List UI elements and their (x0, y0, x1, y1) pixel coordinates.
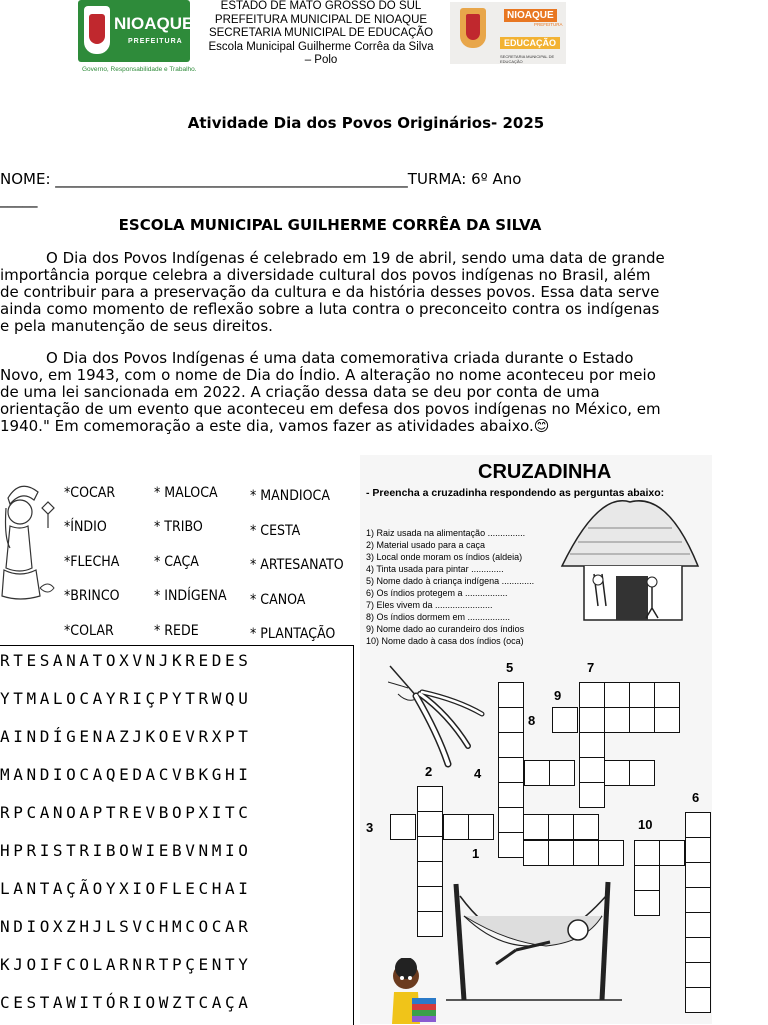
crossword-number: 1 (472, 846, 480, 861)
word-search-row: RPCANOAPTREVBOPXITC (0, 803, 252, 822)
crossword-cell[interactable] (443, 814, 469, 840)
crossword-cell[interactable] (498, 732, 524, 758)
crossword-cell[interactable] (548, 814, 574, 840)
crossword-cell[interactable] (629, 682, 655, 708)
word-list-item: * MANDIOCA (250, 488, 330, 504)
crossword-number: 6 (692, 790, 700, 805)
crossword-cell[interactable] (417, 786, 443, 812)
nioaque-prefeitura-logo (78, 0, 197, 78)
crossword-cell[interactable] (417, 811, 443, 837)
word-search-row: YTMALOCAYRIÇPYTRWQU (0, 689, 252, 708)
crossword-cell[interactable] (523, 840, 549, 866)
crossword-cell[interactable] (573, 814, 599, 840)
word-search-row: LANTAÇÃOYXIOFLECHAI (0, 879, 252, 898)
header-line: SECRETARIA MUNICIPAL DE EDUCAÇÃO (208, 27, 434, 39)
name-field[interactable]: _______________________________________________ (55, 170, 408, 188)
student-form-line (0, 170, 521, 188)
word-search-row: RTESANATOXVNJKREDES (0, 651, 252, 670)
hammock-illustration (446, 876, 622, 1004)
nioaque-educacao-logo (450, 2, 566, 64)
crossword-cell[interactable] (604, 682, 630, 708)
crossword-cell[interactable] (573, 840, 599, 866)
word-list-item: * CAÇA (154, 554, 199, 570)
crossword-clue: 4) Tinta usada para pintar ............. (366, 564, 504, 574)
crossword-instruction: - Preencha a cruzadinha respondendo as perguntas abaixo: (366, 487, 665, 499)
header-line: PREFEITURA MUNICIPAL DE NIOAQUE (214, 13, 428, 26)
crossword-number: 9 (554, 688, 562, 703)
crossword-cell[interactable] (524, 760, 550, 786)
word-search-row: NDIOXZHJLSVCHMCOCAR (0, 917, 252, 936)
crossword-cell[interactable] (629, 760, 655, 786)
crossword-cell[interactable] (579, 782, 605, 808)
crossword-cell[interactable] (604, 707, 630, 733)
crossword-clue: 8) Os índios dormem em ................. (366, 612, 511, 622)
turma-blank[interactable]: _____ (0, 190, 38, 208)
crossword-cell[interactable] (685, 987, 711, 1013)
crossword-cell[interactable] (548, 840, 574, 866)
crossword-cell[interactable] (685, 962, 711, 988)
word-search-row: AINDÍGENAZJKOEVRXPT (0, 727, 252, 746)
crossword-clue: 1) Raiz usada na alimentação ............... (366, 528, 526, 538)
crossword-cell[interactable] (552, 707, 578, 733)
boy-with-books-illustration (388, 958, 438, 1024)
crossword-cell[interactable] (498, 757, 524, 783)
crossword-cell[interactable] (579, 732, 605, 758)
word-list-item: * REDE (154, 623, 199, 639)
logo-secretaria: SECRETARIA MUNICIPAL DE EDUCAÇÃO (500, 54, 555, 64)
crossword-cell[interactable] (634, 890, 660, 916)
logo-sub: PREFEITURA (128, 38, 183, 45)
word-list-item: *BRINCO (64, 588, 120, 604)
indigenous-girl-illustration (0, 478, 62, 614)
crossword-number: 5 (506, 660, 514, 675)
word-list-item: * MALOCA (154, 485, 218, 501)
crossword-clue: 3) Local onde moram os índios (aldeia) (366, 552, 523, 562)
crossword-cell[interactable] (498, 682, 524, 708)
crossword-number: 3 (366, 820, 374, 835)
crossword-cell[interactable] (685, 862, 711, 888)
crossword-cell[interactable] (629, 707, 655, 733)
crossword-cell[interactable] (498, 707, 524, 733)
crossword-cell[interactable] (417, 911, 443, 937)
word-search-row: KJOIFCOLARNRTPÇENTY (0, 955, 252, 974)
logo-education: EDUCAÇÃO (500, 37, 560, 49)
crossword-cell[interactable] (579, 682, 605, 708)
crossword-clue: 10) Nome dado à casa dos índios (oca) (366, 636, 524, 646)
crossword-cell[interactable] (468, 814, 494, 840)
word-list-item: * TRIBO (154, 519, 203, 535)
crossword-clue: 7) Eles vivem da ....................... (366, 600, 493, 610)
crossword-title: CRUZADINHA (478, 461, 612, 483)
logo-name: NIOAQUE (114, 14, 194, 33)
word-search-grid[interactable] (0, 645, 354, 1025)
crossword-cell[interactable] (634, 865, 660, 891)
word-list-item: * PLANTAÇÃO (250, 626, 336, 642)
crossword-cell[interactable] (654, 707, 680, 733)
turma-value: 6º Ano (471, 170, 522, 188)
logo-sub: PREFEITURA (534, 22, 563, 27)
word-list-item: *FLECHA (64, 554, 120, 570)
crossword-cell[interactable] (598, 840, 624, 866)
institution-header (205, 0, 437, 68)
crossword-clue: 6) Os índios protegem a ................. (366, 588, 508, 598)
crossword-cell[interactable] (579, 707, 605, 733)
crossword-number: 2 (425, 764, 433, 779)
crossword-cell[interactable] (634, 840, 660, 866)
crossword-cell[interactable] (417, 836, 443, 862)
crossword-cell[interactable] (659, 840, 685, 866)
header-line: Escola Municipal Guilherme Corrêa da Silva (208, 40, 434, 53)
history-paragraph: O Dia dos Povos Indígenas é uma data comemorativa criada durante o Estado Novo, em 1943, com o nome de Dia do Índio. A alteração no nome aconteceu por meio de uma lei sancionada em 2022. A criação dessa data se deu por conta de uma orientação de um evento que aconteceu em defesa dos povos indígenas no México, em 1940." Em comemoração a este dia, vamos fazer as atividades abaixo.😊 (0, 349, 661, 435)
school-name: ESCOLA MUNICIPAL GUILHERME CORRÊA DA SILVA (118, 216, 542, 234)
word-list-item: *COCAR (64, 485, 116, 501)
turma-label: TURMA: (407, 170, 467, 188)
crossword-cell[interactable] (579, 757, 605, 783)
crossword-cell[interactable] (685, 937, 711, 963)
crossword-cell[interactable] (417, 886, 443, 912)
crossword-cell[interactable] (498, 832, 524, 858)
coat-of-arms-icon (84, 6, 110, 54)
coat-of-arms-icon (460, 8, 486, 48)
intro-paragraph: O Dia dos Povos Indígenas é celebrado em 19 de abril, sendo uma data de grande importância porque celebra a diversidade cultural dos povos indígenas no Brasil, além de contribuir para a preservação da cultura e da história desses povos. Essa data serve ainda como momento de reflexão sobre a luta contra o preconceito contra os indígenas e pela manutenção de seus direitos. (0, 249, 665, 335)
crossword-cell[interactable] (654, 682, 680, 708)
word-list-item: *COLAR (64, 623, 114, 639)
crossword-cell[interactable] (685, 887, 711, 913)
logo-name: NIOAQUE (504, 9, 557, 22)
crossword-cell[interactable] (685, 912, 711, 938)
word-list-item: *ÍNDIO (64, 519, 107, 535)
word-search-row: CESTAWITÓRIOWZTCAÇA (0, 993, 252, 1012)
name-label: NOME: (0, 170, 51, 188)
header-line: ESTADO DE MATO GROSSO DO SUL (220, 0, 422, 12)
word-list-item: * INDÍGENA (154, 588, 227, 604)
crossword-number: 4 (474, 766, 482, 781)
manioc-illustration (388, 664, 488, 768)
word-list-item: * CANOA (250, 592, 306, 608)
crossword-cell[interactable] (523, 814, 549, 840)
page-title: Atividade Dia dos Povos Originários- 2025 (187, 114, 545, 132)
crossword-number: 8 (528, 713, 536, 728)
crossword-cell[interactable] (417, 861, 443, 887)
hut-illustration (558, 496, 702, 626)
header-line: – Polo (304, 54, 338, 66)
crossword-number: 7 (587, 660, 595, 675)
crossword-cell[interactable] (685, 837, 711, 863)
crossword-cell[interactable] (498, 782, 524, 808)
word-search-row: MANDIOCAQEDACVBKGHI (0, 765, 252, 784)
crossword-cell[interactable] (604, 760, 630, 786)
logo-slogan: Governo, Responsabilidade e Trabalho. (82, 66, 197, 73)
crossword-cell[interactable] (685, 812, 711, 838)
word-list-item: * ARTESANATO (250, 557, 344, 573)
word-list-item: * CESTA (250, 523, 301, 539)
crossword-clue: 5) Nome dado à criança indígena ............. (366, 576, 535, 586)
word-search-row: HPRISTRIBOWIEBVNMIO (0, 841, 252, 860)
crossword-cell[interactable] (498, 807, 524, 833)
crossword-clue: 2) Material usado para a caça (366, 540, 486, 550)
crossword-number: 10 (638, 817, 653, 832)
crossword-clue: 9) Nome dado ao curandeiro dos índios (366, 624, 525, 634)
crossword-cell[interactable] (549, 760, 575, 786)
crossword-cell[interactable] (390, 814, 416, 840)
